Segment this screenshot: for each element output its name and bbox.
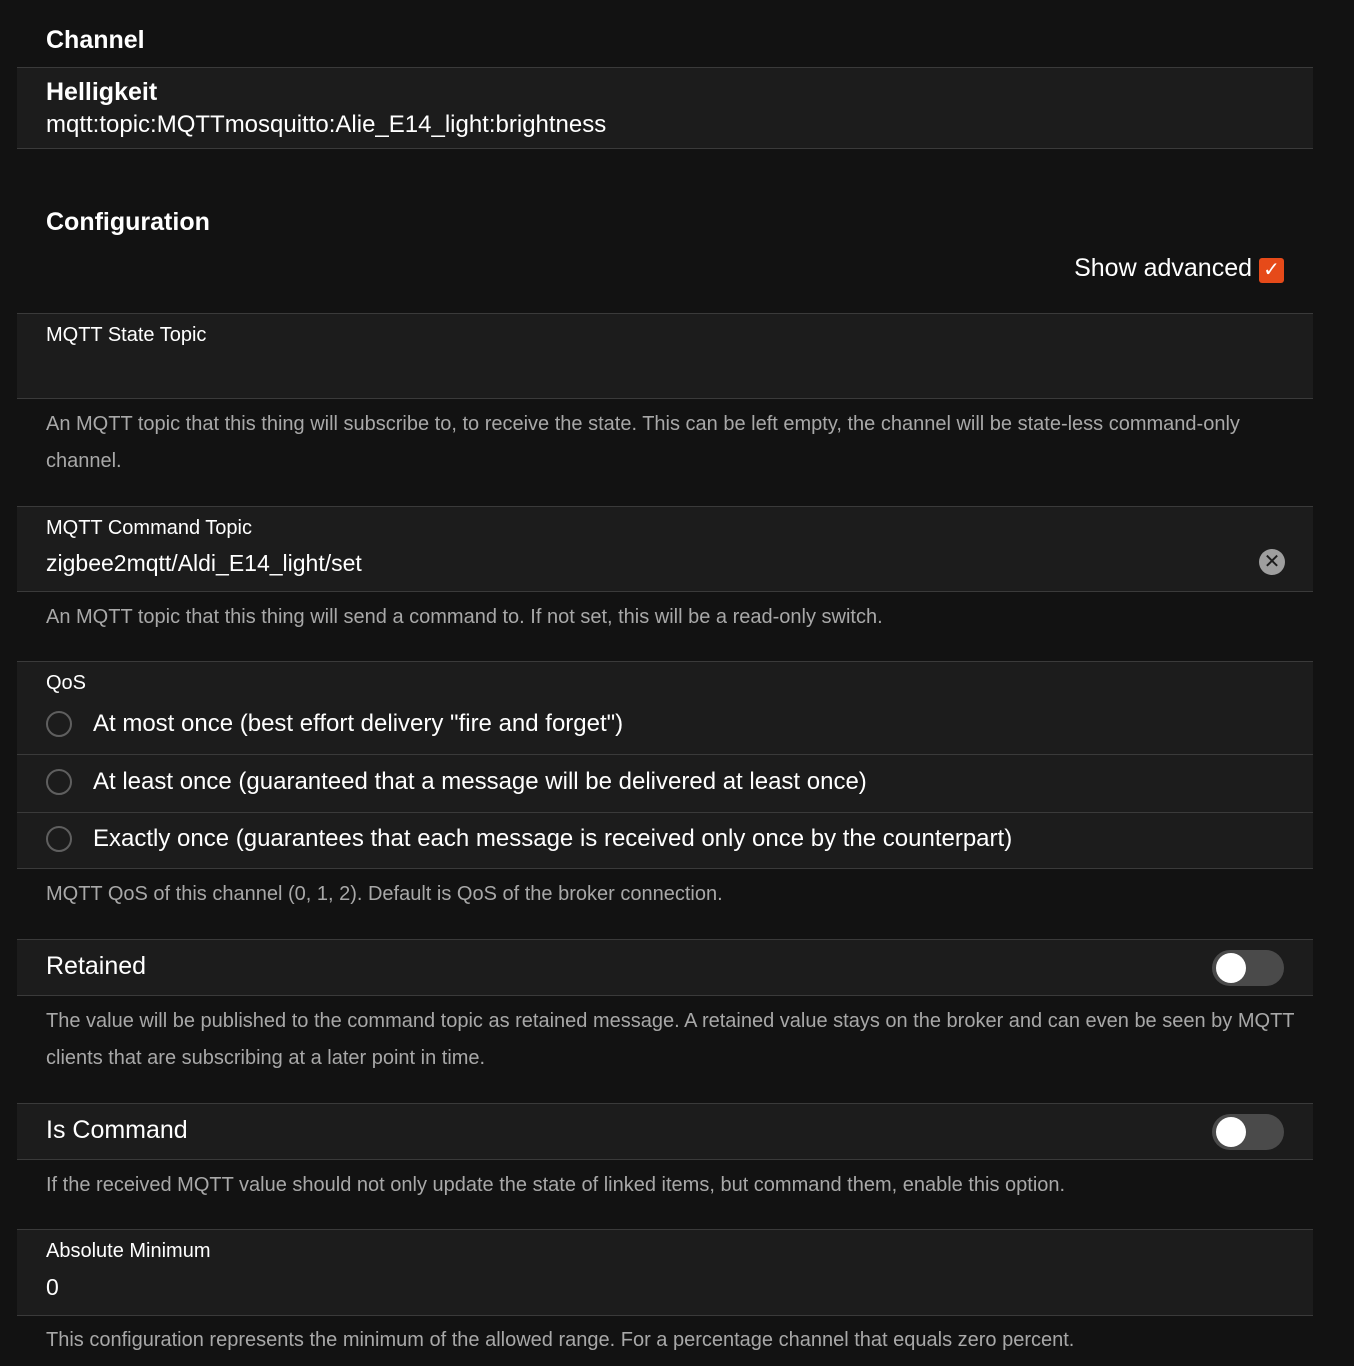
state-topic-field[interactable]	[17, 313, 1313, 399]
qos-label: QoS	[46, 672, 87, 694]
clear-icon[interactable]: ✕	[1259, 549, 1285, 575]
channel-section-title: Channel	[46, 26, 145, 54]
qos-option-label: Exactly once (guarantees that each message is received only once by the counterpart)	[93, 825, 1013, 852]
configuration-section-title: Configuration	[46, 208, 210, 236]
show-advanced-checkbox[interactable]	[1259, 258, 1284, 283]
absolute-minimum-description: This configuration represents the minimum of the allowed range. For a percentage channel that equals zero percent.	[46, 1329, 1075, 1351]
qos-option-1[interactable]	[17, 755, 1313, 813]
channel-info-card	[17, 67, 1313, 149]
is-command-toggle[interactable]	[1212, 1114, 1284, 1150]
toggle-knob	[1216, 953, 1246, 983]
check-icon: ✓	[1263, 259, 1280, 281]
show-advanced-label[interactable]: Show advanced	[1074, 254, 1252, 282]
state-topic-description: An MQTT topic that this thing will subscribe to, to receive the state. This can be left empty, the channel will be state-less command-only channel.	[46, 413, 1240, 472]
retained-description: The value will be published to the command topic as retained message. A retained value stays on the broker and can even be seen by MQTT clients that are subscribing at a later point in time.	[46, 1010, 1295, 1069]
qos-option-0[interactable]	[17, 697, 1313, 755]
channel-uid: mqtt:topic:MQTTmosquitto:Alie_E14_light:brightness	[46, 111, 607, 138]
command-topic-input[interactable]: zigbee2mqtt/Aldi_E14_light/set	[46, 550, 362, 576]
qos-option-2[interactable]	[17, 812, 1313, 869]
is-command-field	[17, 1103, 1313, 1160]
absolute-minimum-label: Absolute Minimum	[46, 1240, 211, 1262]
qos-field	[17, 661, 1313, 869]
qos-description: MQTT QoS of this channel (0, 1, 2). Default is QoS of the broker connection.	[46, 883, 723, 905]
retained-toggle[interactable]	[1212, 950, 1284, 986]
qos-option-label: At most once (best effort delivery "fire and forget")	[93, 710, 624, 737]
retained-field	[17, 939, 1313, 996]
absolute-minimum-input[interactable]: 0	[46, 1274, 59, 1300]
radio-circle-icon[interactable]	[46, 826, 72, 852]
channel-name: Helligkeit	[46, 78, 158, 106]
is-command-description: If the received MQTT value should not only update the state of linked items, but command them, enable this option.	[46, 1174, 1066, 1196]
retained-label: Retained	[46, 952, 147, 980]
command-topic-label: MQTT Command Topic	[46, 517, 252, 539]
absolute-minimum-field[interactable]	[17, 1229, 1313, 1316]
is-command-label: Is Command	[46, 1116, 188, 1144]
toggle-knob	[1216, 1117, 1246, 1147]
state-topic-label: MQTT State Topic	[46, 324, 207, 346]
qos-option-label: At least once (guaranteed that a message will be delivered at least once)	[93, 768, 867, 795]
command-topic-description: An MQTT topic that this thing will send a command to. If not set, this will be a read-only switch.	[46, 606, 883, 628]
command-topic-field[interactable]	[17, 506, 1313, 592]
radio-circle-icon[interactable]	[46, 769, 72, 795]
radio-circle-icon[interactable]	[46, 711, 72, 737]
